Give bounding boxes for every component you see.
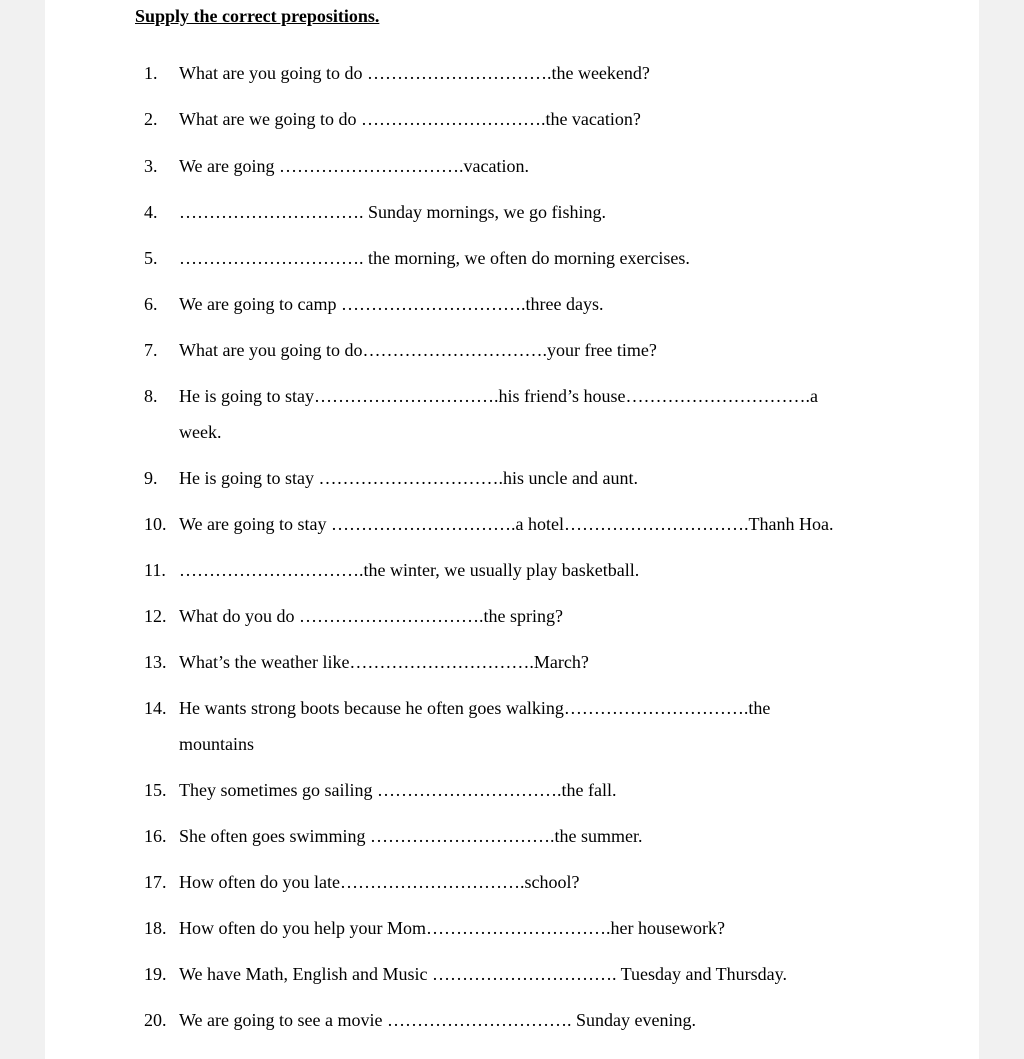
question-number: 2. xyxy=(144,109,158,129)
question-text: We have Math, English and Music …………………………. Tuesday and Thursday. xyxy=(179,964,788,984)
question-number: 1. xyxy=(144,63,158,83)
question-item xyxy=(144,62,650,84)
question-item xyxy=(144,201,606,223)
question-number: 18. xyxy=(144,918,167,938)
question-text: He wants strong boots because he often goes walking………………………….the xyxy=(179,698,771,718)
question-number: 8. xyxy=(144,386,158,406)
question-text: …………………………. Sunday mornings, we go fishing. xyxy=(179,202,606,222)
question-item xyxy=(144,917,725,939)
question-number: 5. xyxy=(144,248,158,268)
question-number: 20. xyxy=(144,1010,167,1030)
question-item xyxy=(144,385,818,407)
question-number: 4. xyxy=(144,202,158,222)
question-text: ………………………….the winter, we usually play basketball. xyxy=(179,560,640,580)
question-item xyxy=(144,155,529,177)
question-number: 13. xyxy=(144,652,167,672)
question-item xyxy=(144,467,638,489)
question-text: What do you do ………………………….the spring? xyxy=(179,606,563,626)
question-item xyxy=(144,559,639,581)
question-number: 3. xyxy=(144,156,158,176)
question-text: What are you going to do ………………………….the weekend? xyxy=(179,63,650,83)
question-number: 17. xyxy=(144,872,167,892)
question-text: What are you going to do………………………….your free time? xyxy=(179,340,657,360)
question-item xyxy=(144,293,603,315)
question-text: We are going ………………………….vacation. xyxy=(179,156,529,176)
question-continuation: mountains xyxy=(179,734,254,754)
question-item xyxy=(144,247,690,269)
question-number: 14. xyxy=(144,698,167,718)
question-item xyxy=(144,963,787,985)
question-text: He is going to stay………………………….his friend’s house………………………….a xyxy=(179,386,818,406)
question-item xyxy=(144,779,616,801)
question-text: What are we going to do ………………………….the vacation? xyxy=(179,109,641,129)
question-number: 6. xyxy=(144,294,158,314)
question-continuation: week. xyxy=(179,422,222,442)
question-number: 9. xyxy=(144,468,158,488)
question-item xyxy=(144,697,770,719)
question-text: We are going to stay ………………………….a hotel………………………….Thanh Hoa. xyxy=(179,514,834,534)
question-item xyxy=(144,1009,696,1031)
question-item xyxy=(144,108,641,130)
question-number: 15. xyxy=(144,780,167,800)
question-text: How often do you late………………………….school? xyxy=(179,872,580,892)
question-text: She often goes swimming ………………………….the summer. xyxy=(179,826,643,846)
question-number: 10. xyxy=(144,514,167,534)
question-text: How often do you help your Mom………………………….her housework? xyxy=(179,918,725,938)
exercise-title: Supply the correct prepositions. xyxy=(135,6,380,26)
question-number: 12. xyxy=(144,606,167,626)
question-text: We are going to see a movie …………………………. Sunday evening. xyxy=(179,1010,696,1030)
question-number: 7. xyxy=(144,340,158,360)
question-item xyxy=(144,513,833,535)
question-number: 19. xyxy=(144,964,167,984)
question-item xyxy=(144,605,563,627)
question-number: 11. xyxy=(144,560,166,580)
question-item xyxy=(144,825,642,847)
question-text: We are going to camp ………………………….three days. xyxy=(179,294,604,314)
question-text: …………………………. the morning, we often do morning exercises. xyxy=(179,248,690,268)
question-item xyxy=(144,651,589,673)
question-item xyxy=(144,871,579,893)
question-text: What’s the weather like………………………….March? xyxy=(179,652,589,672)
question-text: They sometimes go sailing ………………………….the fall. xyxy=(179,780,617,800)
question-item xyxy=(144,339,657,361)
question-number: 16. xyxy=(144,826,167,846)
question-text: He is going to stay ………………………….his uncle and aunt. xyxy=(179,468,638,488)
